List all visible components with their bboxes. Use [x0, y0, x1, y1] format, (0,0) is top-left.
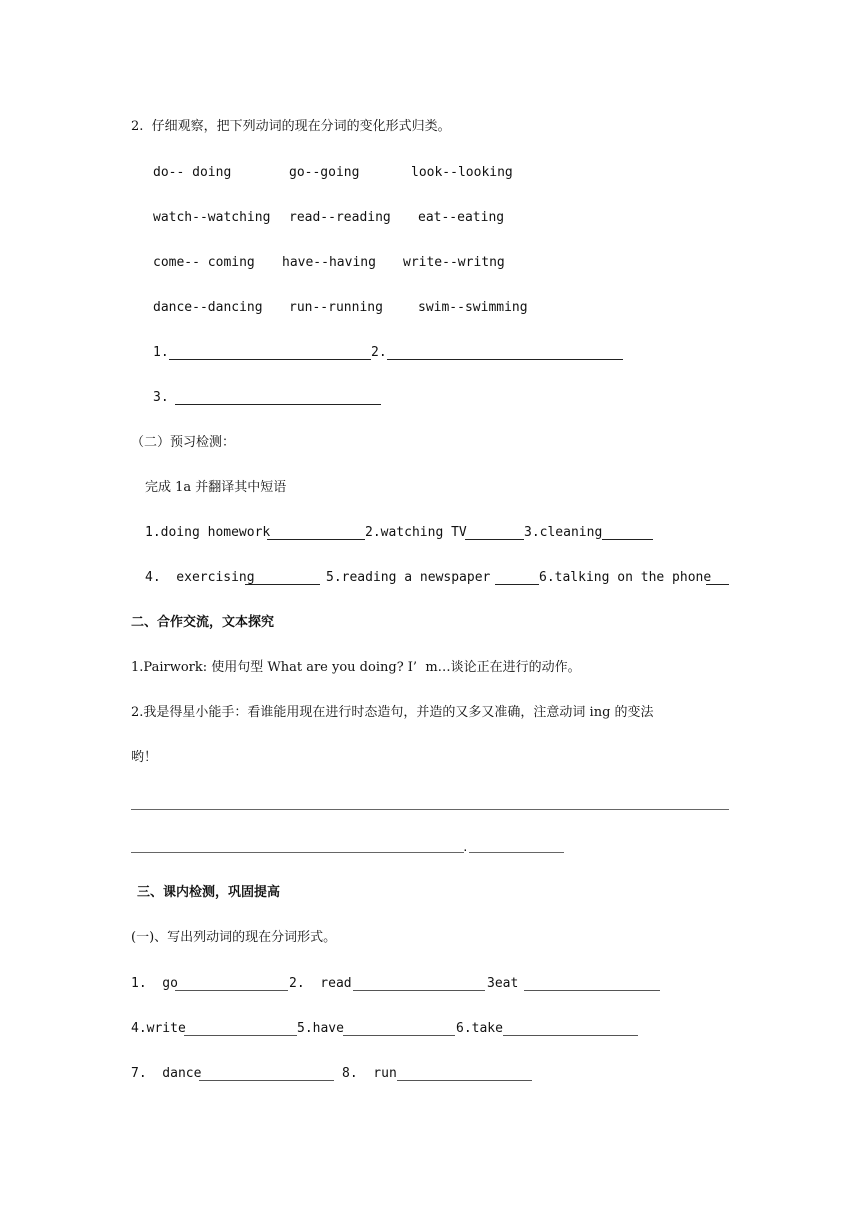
writing-line[interactable]	[469, 852, 564, 853]
answer-blank[interactable]	[267, 539, 365, 540]
verb-pair: eat--eating	[418, 210, 505, 225]
preview-task: 完成 1a 并翻译其中短语	[145, 480, 287, 495]
verb-pair: write--writng	[403, 255, 505, 270]
sentence-task-instruction-end: 哟！	[131, 750, 158, 765]
verb-pair: read--reading	[289, 210, 391, 225]
exercise-item: 4.write	[131, 1021, 186, 1036]
phrase-item: 3.cleaning	[524, 525, 603, 540]
answer-blank[interactable]	[503, 1035, 638, 1036]
verb-pair: do-- doing	[153, 165, 232, 180]
writing-line[interactable]	[131, 852, 464, 853]
part-2-heading: 二、合作交流，文本探究	[131, 615, 275, 630]
answer-blank[interactable]	[169, 359, 371, 360]
verb-pair: look--looking	[411, 165, 513, 180]
phrase-item: 1.doing homework	[145, 525, 271, 540]
verb-pair: come-- coming	[153, 255, 255, 270]
phrase-item: 5.reading a newspaper	[326, 570, 499, 585]
verb-pair: run--running	[289, 300, 383, 315]
answer-blank[interactable]	[175, 404, 381, 405]
classify-label-1: 1.	[153, 345, 169, 360]
answer-blank[interactable]	[199, 1080, 334, 1081]
verb-pair: watch--watching	[153, 210, 271, 225]
writing-line-dot: .	[462, 841, 469, 854]
section-2-title: 2. 仔细观察，把下列动词的现在分词的变化形式归类。	[131, 119, 451, 134]
writing-line[interactable]	[131, 809, 729, 810]
answer-blank[interactable]	[353, 990, 485, 991]
answer-blank[interactable]	[602, 539, 653, 540]
exercise-item: 7. dance	[131, 1066, 210, 1081]
answer-blank[interactable]	[397, 1080, 532, 1081]
phrase-item: 4. exercising	[145, 570, 255, 585]
answer-blank[interactable]	[175, 990, 288, 991]
answer-blank[interactable]	[343, 1035, 455, 1036]
verb-pair: swim--swimming	[418, 300, 528, 315]
answer-blank[interactable]	[706, 584, 729, 585]
preview-heading: （二）预习检测：	[131, 435, 236, 450]
verb-pair: dance--dancing	[153, 300, 263, 315]
part-3-heading: 三、课内检测，巩固提高	[137, 885, 281, 900]
answer-blank[interactable]	[184, 1035, 297, 1036]
answer-blank[interactable]	[387, 359, 623, 360]
answer-blank[interactable]	[524, 990, 660, 991]
verb-pair: go--going	[289, 165, 360, 180]
pairwork-instruction: 1.Pairwork: 使用句型 What are you doing? I’ m…谈论正在进行的动作。	[131, 660, 581, 675]
answer-blank[interactable]	[245, 584, 320, 585]
verb-pair: have--having	[282, 255, 376, 270]
exercise-item: 1. go	[131, 976, 186, 991]
classify-label-2: 2.	[371, 345, 387, 360]
exercise-item: 6.take	[456, 1021, 503, 1036]
exercise-item: 5.have	[297, 1021, 344, 1036]
answer-blank[interactable]	[465, 539, 524, 540]
sentence-task-instruction: 2.我是得星小能手：看谁能用现在进行时态造句，并造的又多又准确，注意动词 ing 的变法	[131, 705, 654, 720]
exercise-instruction: (一)、写出列动词的现在分词形式。	[131, 930, 337, 945]
classify-label-3: 3.	[153, 390, 169, 405]
exercise-item: 8. run	[342, 1066, 405, 1081]
answer-blank[interactable]	[495, 584, 539, 585]
exercise-item: 3eat	[487, 976, 527, 991]
phrase-item: 2.watching TV	[365, 525, 467, 540]
exercise-item: 2. read	[289, 976, 360, 991]
phrase-item: 6.talking on the phone	[539, 570, 712, 585]
